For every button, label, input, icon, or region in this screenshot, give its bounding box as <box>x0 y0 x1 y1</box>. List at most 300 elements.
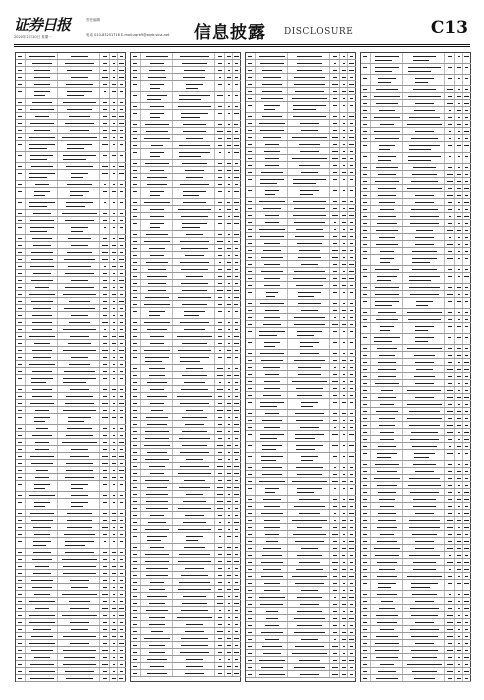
table-cell-text <box>299 250 320 251</box>
table-row <box>361 489 471 496</box>
table-cell-text <box>149 70 164 71</box>
table-row <box>16 347 126 354</box>
table-cell-text <box>464 397 468 398</box>
table-cell-text <box>148 283 166 284</box>
table-cell-text <box>296 388 323 389</box>
table-cell-text <box>18 137 22 138</box>
table-cell-text <box>363 657 367 658</box>
table-cell <box>371 298 403 308</box>
table-cell-text <box>349 597 353 598</box>
table-cell-text <box>103 396 107 397</box>
table-row <box>131 372 241 379</box>
table-cell-text <box>363 608 367 609</box>
table-row <box>361 93 471 100</box>
table-row <box>361 185 471 192</box>
table-cell-text <box>133 473 137 474</box>
table-row <box>131 614 241 621</box>
table-cell <box>371 580 403 590</box>
table-cell-text <box>448 439 451 440</box>
table-row <box>246 155 356 162</box>
table-cell <box>288 485 330 495</box>
table-cell-text <box>146 234 168 235</box>
table-cell-text <box>407 124 441 125</box>
table-cell-text <box>261 98 283 99</box>
table-cell-text <box>301 172 319 173</box>
table-cell-text <box>465 348 468 349</box>
table-cell-text <box>69 364 90 365</box>
table-cell-text <box>248 653 252 654</box>
table-cell-text <box>33 545 46 546</box>
table-cell <box>361 450 371 460</box>
table-cell-text <box>228 283 231 284</box>
table-cell-text <box>350 229 353 230</box>
table-cell-text <box>18 442 22 443</box>
table-cell-text <box>103 552 107 553</box>
table-cell-text <box>133 184 137 185</box>
table-cell <box>131 110 141 120</box>
table-cell-text <box>342 201 346 202</box>
table-cell-text <box>102 245 107 246</box>
table-cell-text <box>120 220 123 221</box>
table-cell-text <box>332 481 338 482</box>
table-cell <box>16 152 26 162</box>
table-cell-text <box>65 545 86 546</box>
table-cell-text <box>120 84 124 85</box>
table-cell-text <box>18 109 22 110</box>
table-cell-text <box>292 381 326 382</box>
table-cell-text <box>183 124 205 125</box>
table-cell-text <box>133 438 137 439</box>
table-row <box>246 442 356 453</box>
header-rule <box>14 44 470 45</box>
table-cell-text <box>412 594 438 595</box>
table-cell-text <box>458 485 461 486</box>
table-row <box>246 141 356 148</box>
table-cell-text <box>448 643 452 644</box>
table-row <box>246 496 356 503</box>
table-cell-text <box>261 172 282 173</box>
table-cell-text <box>409 276 440 277</box>
table-row <box>16 81 126 88</box>
table-cell-text <box>409 555 440 556</box>
table-cell-text <box>133 501 137 502</box>
table-cell-text <box>458 601 461 602</box>
table-cell-text <box>29 364 54 365</box>
table-cell <box>225 110 233 120</box>
table-cell-text <box>18 116 22 117</box>
table-cell <box>100 88 110 98</box>
table-cell <box>110 170 118 180</box>
table-cell-text <box>457 145 460 146</box>
table-cell-text <box>363 404 367 405</box>
table-cell-text <box>380 439 394 440</box>
table-cell-text <box>147 382 166 383</box>
table-cell-text <box>179 152 210 153</box>
table-cell-text <box>18 664 22 665</box>
table-row <box>16 53 126 60</box>
table-cell-text <box>343 229 346 230</box>
table-cell-text <box>265 144 279 145</box>
table-cell-text <box>235 617 238 618</box>
table-row <box>16 633 126 640</box>
table-cell-text <box>181 216 207 217</box>
table-cell <box>455 75 463 85</box>
table-cell-text <box>120 428 123 429</box>
table-cell-text <box>150 117 160 118</box>
table-cell <box>455 255 463 265</box>
table-row <box>246 81 356 88</box>
table-cell-text <box>65 552 94 553</box>
table-cell <box>455 142 463 152</box>
table-row <box>131 628 241 635</box>
table-cell-text <box>112 573 115 574</box>
table-row <box>131 572 241 579</box>
table-cell-text <box>378 513 395 514</box>
table-cell-text <box>363 485 367 486</box>
table-row <box>131 621 241 628</box>
table-cell-text <box>146 131 168 132</box>
table-cell-text <box>133 248 137 249</box>
table-cell-text <box>343 388 345 389</box>
table-cell-text <box>218 357 223 358</box>
table-cell-text <box>363 594 367 595</box>
table-row <box>361 213 471 220</box>
table-row <box>361 100 471 107</box>
table-cell-text <box>235 582 238 583</box>
table-cell-text <box>296 467 324 468</box>
table-cell-text <box>343 590 346 591</box>
table-cell-text <box>228 396 230 397</box>
table-cell-text <box>18 559 22 560</box>
table-cell-text <box>414 110 436 111</box>
table-cell <box>445 334 455 344</box>
table-row <box>246 573 356 580</box>
table-row <box>16 591 126 598</box>
table-cell-text <box>447 294 453 295</box>
table-cell-text <box>234 431 238 432</box>
table-cell-text <box>120 266 124 267</box>
table-cell-text <box>465 650 468 651</box>
table-row <box>131 252 241 259</box>
table-cell-text <box>228 617 230 618</box>
table-cell-text <box>448 657 452 658</box>
table-cell-text <box>32 559 52 560</box>
table-cell-text <box>71 315 88 316</box>
table-cell-text <box>147 184 166 185</box>
table-cell-text <box>18 410 22 411</box>
table-cell-text <box>113 449 116 450</box>
table-row <box>361 468 471 475</box>
table-row <box>246 247 356 254</box>
table-cell-text <box>133 106 137 107</box>
table-cell-text <box>145 163 168 164</box>
table-cell-text <box>150 156 160 157</box>
table-cell-text <box>363 287 367 288</box>
table-cell-text <box>333 456 337 457</box>
table-cell-text <box>145 431 169 432</box>
table-cell-text <box>457 569 461 570</box>
table-cell-text <box>234 466 239 467</box>
table-cell-text <box>18 173 22 174</box>
table-cell-text <box>18 273 22 274</box>
table-cell-text <box>147 95 167 96</box>
table-cell-text <box>218 403 222 404</box>
table-cell-text <box>332 434 338 435</box>
table-cell-text <box>103 580 108 581</box>
table-cell-text <box>293 215 327 216</box>
table-cell-text <box>120 502 123 503</box>
table-row <box>246 371 356 378</box>
table-cell-text <box>133 452 137 453</box>
table-cell-text <box>248 456 252 457</box>
table-cell-text <box>133 666 137 667</box>
table-cell-text <box>150 336 164 337</box>
table-cell-text <box>182 603 207 604</box>
table-cell-text <box>182 445 206 446</box>
table-cell-text <box>300 123 319 124</box>
table-cell <box>330 339 340 349</box>
table-cell-text <box>217 466 223 467</box>
table-cell <box>246 289 256 299</box>
table-cell-text <box>342 250 345 251</box>
table-cell-text <box>363 678 367 679</box>
table-cell-text <box>133 77 137 78</box>
table-row <box>246 233 356 240</box>
table-row <box>361 359 471 366</box>
table-cell-text <box>292 576 327 577</box>
table-cell-text <box>64 308 95 309</box>
table-cell-text <box>342 77 345 78</box>
table-cell-text <box>260 236 285 237</box>
table-cell-text <box>343 56 346 57</box>
table-row <box>246 321 356 328</box>
table-cell-text <box>227 589 231 590</box>
table-cell-text <box>411 583 438 584</box>
table-row <box>246 636 356 643</box>
table-cell-text <box>416 230 433 231</box>
table-cell <box>445 64 455 74</box>
table-cell-text <box>150 84 164 85</box>
table-row <box>16 499 126 510</box>
table-cell-text <box>457 425 460 426</box>
table-cell-text <box>333 395 336 396</box>
table-cell-text <box>112 456 115 457</box>
table-cell-text <box>103 336 108 337</box>
table-cell-text <box>333 98 337 99</box>
table-cell-text <box>363 492 367 493</box>
table-cell-text <box>349 84 353 85</box>
table-row <box>131 121 241 128</box>
table-cell-text <box>103 294 107 295</box>
table-cell-text <box>235 248 239 249</box>
table-row <box>131 428 241 435</box>
table-cell-text <box>465 181 469 182</box>
table-row <box>16 106 126 113</box>
table-cell-text <box>218 56 222 57</box>
table-cell-text <box>133 631 137 632</box>
table-cell-text <box>465 223 468 224</box>
table-cell-text <box>248 583 252 584</box>
table-cell-text <box>133 138 137 139</box>
table-cell <box>110 88 118 98</box>
table-cell-text <box>377 457 391 458</box>
table-cell-text <box>186 84 203 85</box>
table-cell <box>256 289 288 299</box>
table-cell-text <box>248 264 252 265</box>
table-cell-text <box>260 402 284 403</box>
table-row <box>16 134 126 141</box>
table-cell-text <box>464 202 469 203</box>
table-cell-text <box>113 220 115 221</box>
table-cell-text <box>34 77 51 78</box>
table-cell-text <box>333 285 337 286</box>
table-cell-text <box>350 388 353 389</box>
table-row <box>246 524 356 531</box>
table-cell-text <box>18 566 22 567</box>
table-cell-text <box>145 561 169 562</box>
table-cell <box>371 64 403 74</box>
table-cell-text <box>113 587 115 588</box>
table-cell <box>16 481 26 491</box>
table-cell-text <box>413 464 436 465</box>
table-cell-text <box>458 432 460 433</box>
table-cell-text <box>350 653 353 654</box>
table-cell <box>100 224 110 234</box>
table-cell-text <box>350 534 353 535</box>
table-row <box>131 414 241 421</box>
table-row <box>16 467 126 474</box>
table-cell-text <box>228 329 230 330</box>
table-cell-text <box>177 617 212 618</box>
table-cell-text <box>68 421 83 422</box>
table-cell-text <box>119 442 124 443</box>
table-cell-text <box>377 527 397 528</box>
table-cell-text <box>248 208 252 209</box>
table-cell-text <box>182 343 207 344</box>
table-cell-text <box>457 583 460 584</box>
table-cell-text <box>333 625 338 626</box>
table-row <box>16 291 126 298</box>
table-cell-text <box>448 355 452 356</box>
table-cell-text <box>412 269 437 270</box>
table-row <box>131 60 241 67</box>
table-cell-text <box>235 276 238 277</box>
table-cell-text <box>120 484 123 485</box>
table-cell <box>16 199 26 209</box>
table-cell-text <box>248 250 252 251</box>
table-cell-text <box>102 463 107 464</box>
table-cell-text <box>103 123 107 124</box>
table-row <box>16 668 126 675</box>
table-cell-text <box>343 292 345 293</box>
table-cell <box>141 354 173 364</box>
table-cell-text <box>248 367 252 368</box>
table-cell <box>110 499 118 509</box>
table-cell-text <box>457 110 460 111</box>
table-cell-text <box>103 220 107 221</box>
table-cell-text <box>448 601 452 602</box>
table-cell <box>288 431 330 441</box>
table-cell-text <box>219 522 222 523</box>
table-cell-text <box>228 631 231 632</box>
table-cell-text <box>150 209 164 210</box>
table-cell-text <box>217 131 222 132</box>
table-cell-text <box>151 410 164 411</box>
table-cell-text <box>30 513 53 514</box>
table-cell-text <box>350 353 353 354</box>
table-cell-text <box>333 208 336 209</box>
table-cell-text <box>248 445 252 446</box>
table-row <box>246 594 356 601</box>
table-cell-text <box>133 659 137 660</box>
table-cell-text <box>248 374 252 375</box>
table-cell <box>16 170 26 180</box>
table-cell-text <box>464 608 468 609</box>
table-row <box>361 538 471 545</box>
table-cell-text <box>448 534 451 535</box>
table-cell-text <box>363 411 367 412</box>
table-cell-text <box>458 78 460 79</box>
table-cell-text <box>120 294 123 295</box>
table-cell-text <box>18 552 22 553</box>
table-cell-text <box>147 596 166 597</box>
table-cell-text <box>447 636 452 637</box>
table-row <box>16 199 126 210</box>
table-cell-text <box>234 191 239 192</box>
table-row <box>246 431 356 442</box>
table-cell-text <box>217 368 222 369</box>
table-cell-text <box>457 478 460 479</box>
table-cell-text <box>133 410 137 411</box>
table-cell-text <box>457 124 460 125</box>
section-title: 信息披露 <box>194 23 266 43</box>
table-cell-text <box>411 636 438 637</box>
table-cell-text <box>363 453 367 454</box>
table-row <box>131 421 241 428</box>
table-cell-text <box>234 603 238 604</box>
table-cell-text <box>133 70 137 71</box>
table-cell-text <box>178 297 212 298</box>
table-row <box>361 334 471 345</box>
table-row <box>16 127 126 134</box>
table-cell <box>361 273 371 283</box>
table-cell-text <box>465 383 469 384</box>
table-row <box>361 192 471 199</box>
table-cell-text <box>71 488 83 489</box>
table-cell-text <box>379 145 395 146</box>
table-cell-text <box>218 438 223 439</box>
table-cell-text <box>18 636 22 637</box>
table-cell-text <box>150 227 160 228</box>
table-cell-text <box>363 471 367 472</box>
table-cell-text <box>350 583 353 584</box>
table-row <box>16 538 126 549</box>
table-cell <box>215 354 225 364</box>
table-cell-text <box>18 84 22 85</box>
table-row <box>131 81 241 92</box>
table-cell-text <box>219 382 222 383</box>
table-cell-text <box>181 269 207 270</box>
table-cell-text <box>234 216 238 217</box>
table-cell-text <box>29 177 47 178</box>
table-cell-text <box>235 508 239 509</box>
table-cell-text <box>248 190 252 191</box>
table-cell-text <box>350 331 354 332</box>
table-cell-text <box>113 173 116 174</box>
table-row <box>131 160 241 167</box>
table-cell-text <box>146 56 168 57</box>
table-row <box>131 519 241 526</box>
